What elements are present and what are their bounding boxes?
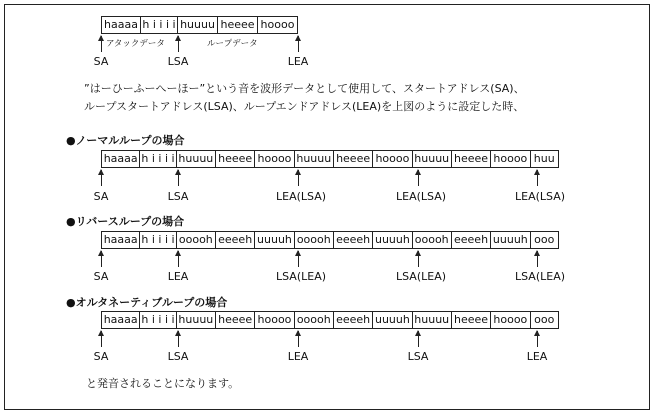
top-cell: h i i i i [140,16,178,34]
sequence-cell: eeeeh [333,231,373,249]
sequence-cell: huuuu [176,311,216,329]
marker-label: LSA(LEA) [395,270,447,283]
marker-label: LSA(LEA) [514,270,566,283]
sequence-cell: ooo [530,231,560,249]
up-arrow-icon [178,331,179,347]
up-arrow-icon [178,170,179,186]
sequence-cell: heeee [451,311,491,329]
sequence-cell: ooooh [412,231,452,249]
sequence-cell: eeeeh [215,231,255,249]
sequence-cell: ooooh [176,231,216,249]
sequence-cell: eeeeh [451,231,491,249]
up-arrow-icon [418,331,419,347]
marker-label: SA [93,270,109,283]
up-arrow-icon [178,251,179,267]
top-waveform-sequence [101,16,298,34]
up-arrow-icon [298,170,299,186]
reverse-loop-sequence [101,231,559,249]
up-arrow-icon [418,251,419,267]
up-arrow-icon [537,331,538,347]
sequence-cell: heeee [451,150,491,168]
marker-label: SA [93,350,109,363]
sequence-cell: haaaa [101,150,140,168]
sequence-cell: haaaa [101,231,140,249]
loop-data-label: ループデータ [207,39,258,49]
sequence-cell: uuuuh [372,311,412,329]
sequence-cell: heeee [215,150,255,168]
up-arrow-icon [298,36,299,52]
description-line-1: ”はーひーふーへーほー”という音を波形データとして使用して、スタートアドレス(SA)、 [84,82,525,95]
sequence-cell: ooooh [294,311,334,329]
marker-label: LEA(LSA) [275,190,327,203]
up-arrow-icon [537,170,538,186]
up-arrow-icon [298,331,299,347]
sequence-cell: haaaa [101,311,140,329]
top-cell: hoooo [257,16,298,34]
sequence-cell: uuuuh [490,231,530,249]
up-arrow-icon [101,36,102,52]
sequence-cell: heeee [215,311,255,329]
marker-label: LSA [167,190,189,203]
up-arrow-icon [298,251,299,267]
marker-label: LEA [287,350,309,363]
marker-label: LEA [167,270,189,283]
sequence-cell: hoooo [490,150,530,168]
up-arrow-icon [178,36,179,52]
sequence-cell: ooo [530,311,560,329]
top-cell: haaaa [101,16,141,34]
marker-lsa: LSA [167,55,189,68]
up-arrow-icon [418,170,419,186]
marker-label: LSA [407,350,429,363]
sequence-cell: heeee [333,150,373,168]
normal-loop-sequence [101,150,559,168]
section-title-normal-loop: ●ノーマルループの場合 [66,134,185,147]
up-arrow-icon [101,251,102,267]
top-cell: huuuu [177,16,218,34]
marker-label: LEA(LSA) [514,190,566,203]
sequence-cell: ooooh [294,231,334,249]
footer-text: と発音されることになります。 [86,377,240,390]
top-cell: heeee [217,16,258,34]
marker-lea: LEA [287,55,309,68]
description-line-2: ループスタートアドレス(LSA)、ループエンドアドレス(LEA)を上図のように設定した時、 [84,100,525,113]
sequence-cell: huuuu [294,150,334,168]
sequence-cell: h i i i i [139,150,176,168]
up-arrow-icon [101,170,102,186]
marker-label: LEA(LSA) [395,190,447,203]
sequence-cell: uuuuh [254,231,294,249]
marker-label: LSA [167,350,189,363]
alternative-loop-sequence [101,311,559,329]
sequence-cell: huuuu [412,311,452,329]
marker-sa: SA [93,55,109,68]
sequence-cell: huuuu [412,150,452,168]
sequence-cell: hoooo [490,311,530,329]
up-arrow-icon [537,251,538,267]
sequence-cell: huu [530,150,560,168]
sequence-cell: huuuu [176,150,216,168]
sequence-cell: hoooo [254,311,294,329]
sequence-cell: uuuuh [372,231,412,249]
sequence-cell: h i i i i [139,311,176,329]
sequence-cell: hoooo [372,150,412,168]
sequence-cell: hoooo [254,150,294,168]
marker-label: LSA(LEA) [275,270,327,283]
marker-label: LEA [526,350,548,363]
sequence-cell: h i i i i [139,231,176,249]
marker-label: SA [93,190,109,203]
section-title-reverse-loop: ●リバースループの場合 [66,215,185,228]
section-title-alternative-loop: ●オルタネーティブループの場合 [66,296,228,309]
attack-data-label: アタックデータ [106,39,165,49]
sequence-cell: eeeeh [333,311,373,329]
up-arrow-icon [101,331,102,347]
